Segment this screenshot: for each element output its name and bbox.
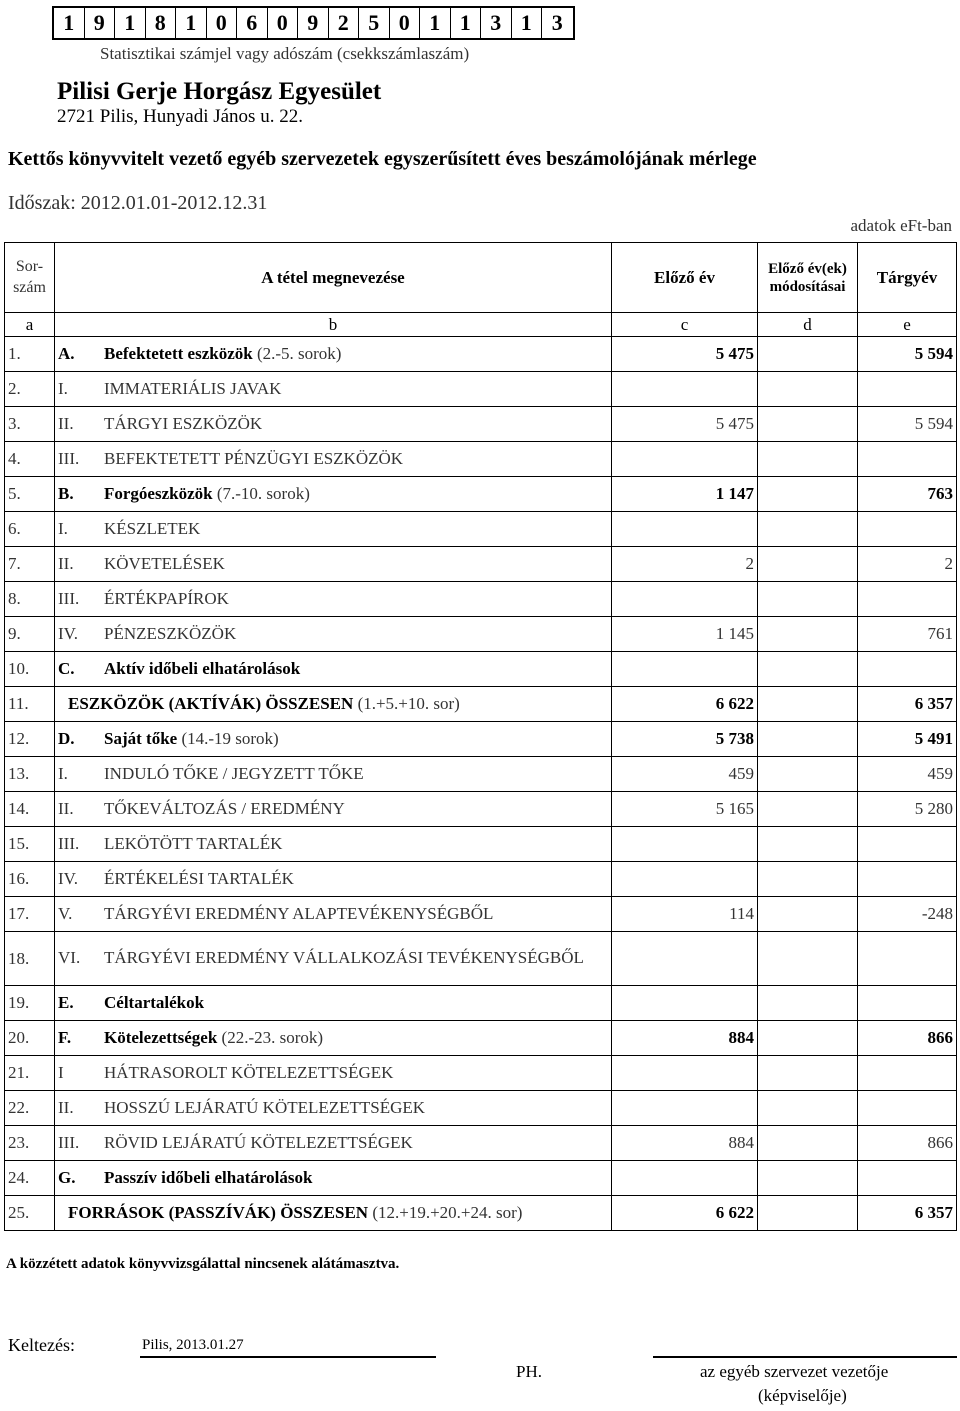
table-row — [5, 1161, 957, 1196]
tax-id-digit: 0 — [390, 8, 421, 38]
table-row — [5, 1091, 957, 1126]
modification-value — [758, 512, 858, 547]
row-label: ÉRTÉKELÉSI TARTALÉK — [104, 869, 294, 888]
row-number: 7. — [5, 547, 55, 582]
tax-id-digit: 3 — [481, 8, 512, 38]
tax-id-digit: 3 — [551, 10, 563, 35]
modification-value — [758, 1196, 858, 1231]
previous-year-value — [612, 1056, 758, 1091]
row-item — [55, 827, 612, 862]
tax-id-digit: 1 — [512, 8, 543, 38]
modification-value — [758, 897, 858, 932]
table-row — [5, 827, 957, 862]
row-label: Passzív időbeli elhatárolások — [104, 1168, 313, 1187]
row-label: TÁRGYÉVI EREDMÉNY VÁLLALKOZÁSI TEVÉKENYSÉGBŐL — [104, 948, 584, 968]
table-row — [5, 477, 957, 512]
row-label: Kötelezettségek — [104, 1028, 218, 1047]
row-item — [55, 932, 612, 986]
letter-a: a — [5, 313, 55, 337]
header-sorszam: Sor-szám — [5, 243, 55, 313]
row-code: I — [58, 1063, 64, 1082]
previous-year-value — [612, 1091, 758, 1126]
previous-year-value — [612, 372, 758, 407]
row-number: 8. — [5, 582, 55, 617]
row-number: 16. — [5, 862, 55, 897]
table-row — [5, 372, 957, 407]
row-item — [55, 652, 612, 687]
row-code: III. — [58, 834, 80, 853]
current-year-value: 459 — [858, 757, 957, 792]
row-item — [55, 582, 612, 617]
balance-sheet-table — [4, 242, 957, 1231]
row-number: 24. — [5, 1161, 55, 1196]
header-curr: Tárgyév — [858, 243, 957, 313]
row-number: 2. — [5, 372, 55, 407]
row-item — [55, 1091, 612, 1126]
tax-id-digit: 1 — [115, 8, 146, 38]
current-year-value — [858, 827, 957, 862]
row-label: FORRÁSOK (PASSZÍVÁK) ÖSSZESEN — [68, 1203, 369, 1222]
letter-b: b — [55, 313, 612, 337]
row-label: IMMATERIÁLIS JAVAK — [104, 379, 282, 398]
row-label: TÁRGYI ESZKÖZÖK — [104, 414, 263, 433]
row-code: II. — [58, 1098, 74, 1117]
row-code: C. — [58, 659, 75, 678]
row-number: 10. — [5, 652, 55, 687]
current-year-value — [858, 932, 957, 986]
row-number: 19. — [5, 986, 55, 1021]
row-number: 15. — [5, 827, 55, 862]
row-label-suffix: (14.-19 sorok) — [177, 729, 279, 748]
row-label: PÉNZESZKÖZÖK — [104, 624, 237, 643]
row-label: INDULÓ TŐKE / JEGYZETT TŐKE — [104, 764, 364, 783]
row-code: III. — [58, 1133, 80, 1152]
table-row — [5, 617, 957, 652]
current-year-value — [858, 442, 957, 477]
previous-year-value: 459 — [612, 757, 758, 792]
previous-year-value: 5 475 — [612, 337, 758, 372]
modification-value — [758, 442, 858, 477]
current-year-value — [858, 582, 957, 617]
row-number: 21. — [5, 1056, 55, 1091]
organization-name: Pilisi Gerje Horgász Egyesület — [57, 78, 382, 105]
table-row — [5, 932, 957, 986]
row-item — [55, 442, 612, 477]
tax-id-digit: 1 — [420, 8, 451, 38]
row-code: I. — [58, 379, 68, 398]
tax-id-digit: 9 — [298, 8, 329, 38]
row-code: II. — [58, 799, 74, 818]
row-code: A. — [58, 344, 75, 363]
current-year-value — [858, 986, 957, 1021]
organization-address: 2721 Pilis, Hunyadi János u. 22. — [57, 106, 303, 127]
modification-value — [758, 617, 858, 652]
table-row — [5, 1126, 957, 1161]
letter-d: d — [758, 313, 858, 337]
row-item — [55, 986, 612, 1021]
row-number: 22. — [5, 1091, 55, 1126]
current-year-value: 5 491 — [858, 722, 957, 757]
row-label: ESZKÖZÖK (AKTÍVÁK) ÖSSZESEN — [68, 694, 354, 713]
signer-title: az egyéb szervezet vezetője — [700, 1362, 889, 1381]
modification-value — [758, 1091, 858, 1126]
row-item — [55, 1056, 612, 1091]
row-code: I. — [58, 764, 68, 783]
table-row — [5, 652, 957, 687]
row-code: D. — [58, 729, 75, 748]
tax-id-digit: 6 — [237, 8, 268, 38]
previous-year-value: 1 145 — [612, 617, 758, 652]
tax-id-digit: 2 — [329, 8, 360, 38]
modification-value — [758, 1056, 858, 1091]
signature-line — [653, 1356, 957, 1358]
row-code: IV. — [58, 624, 78, 643]
row-code: II. — [58, 414, 74, 433]
tax-id-digit: 1 — [176, 8, 207, 38]
current-year-value: 866 — [858, 1021, 957, 1056]
row-label: TŐKEVÁLTOZÁS / EREDMÉNY — [104, 799, 345, 818]
period: Időszak: 2012.01.01-2012.12.31 — [8, 192, 268, 214]
tax-id-digit: 5 — [359, 8, 390, 38]
current-year-value — [858, 862, 957, 897]
row-item — [55, 757, 612, 792]
date-label: Keltezés: — [8, 1335, 75, 1355]
table-row — [5, 442, 957, 477]
tax-id-box — [52, 6, 575, 40]
current-year-value — [858, 512, 957, 547]
row-item — [55, 407, 612, 442]
current-year-value: 763 — [858, 477, 957, 512]
header-mod-label: Előző év(ek) módosításai — [768, 260, 847, 295]
row-label: ÉRTÉKPAPÍROK — [104, 589, 229, 608]
tax-id-digit: 1 — [54, 8, 85, 38]
column-letter-row — [5, 313, 957, 337]
row-label-suffix: (1.+5.+10. sor) — [353, 694, 460, 713]
row-item — [55, 617, 612, 652]
table-row — [5, 1056, 957, 1091]
row-label: KÉSZLETEK — [104, 519, 201, 538]
row-label-suffix: (2.-5. sorok) — [252, 344, 342, 363]
header-row — [5, 243, 957, 313]
modification-value — [758, 372, 858, 407]
current-year-value — [858, 1161, 957, 1196]
table-row — [5, 337, 957, 372]
tax-id-caption: Statisztikai számjel vagy adószám (csekkszámlaszám) — [100, 44, 470, 63]
row-code: V. — [58, 904, 73, 923]
row-label: Céltartalékok — [104, 993, 205, 1012]
row-number: 13. — [5, 757, 55, 792]
table-row — [5, 722, 957, 757]
row-number: 12. — [5, 722, 55, 757]
date-line — [140, 1356, 436, 1358]
tax-id-digit: 1 — [451, 8, 482, 38]
row-item — [55, 1196, 612, 1231]
row-label: BEFEKTETETT PÉNZÜGYI ESZKÖZÖK — [104, 449, 404, 468]
row-code: VI. — [58, 948, 81, 968]
modification-value — [758, 547, 858, 582]
table-row — [5, 407, 957, 442]
row-item — [55, 1161, 612, 1196]
row-item — [55, 687, 612, 722]
modification-value — [758, 337, 858, 372]
header-mod — [758, 243, 858, 313]
current-year-value: 5 594 — [858, 337, 957, 372]
tax-id-digit: 9 — [85, 8, 116, 38]
modification-value — [758, 407, 858, 442]
previous-year-value: 114 — [612, 897, 758, 932]
tax-id-digit: 0 — [268, 8, 299, 38]
row-item — [55, 897, 612, 932]
table-row — [5, 547, 957, 582]
row-item — [55, 862, 612, 897]
row-label: LEKÖTÖTT TARTALÉK — [104, 834, 283, 853]
table-row — [5, 1021, 957, 1056]
table-row — [5, 986, 957, 1021]
previous-year-value: 1 147 — [612, 477, 758, 512]
modification-value — [758, 687, 858, 722]
modification-value — [758, 722, 858, 757]
row-item — [55, 1126, 612, 1161]
row-number: 18. — [5, 932, 55, 986]
stamp-label: PH. — [516, 1362, 542, 1381]
previous-year-value — [612, 986, 758, 1021]
row-number: 17. — [5, 897, 55, 932]
previous-year-value — [612, 1161, 758, 1196]
header-prev: Előző év — [612, 243, 758, 313]
previous-year-value: 2 — [612, 547, 758, 582]
row-number: 6. — [5, 512, 55, 547]
table-row — [5, 897, 957, 932]
row-number: 20. — [5, 1021, 55, 1056]
date-value: Pilis, 2013.01.27 — [142, 1337, 244, 1353]
previous-year-value — [612, 652, 758, 687]
previous-year-value: 5 165 — [612, 792, 758, 827]
modification-value — [758, 1126, 858, 1161]
row-item — [55, 1021, 612, 1056]
row-code: F. — [58, 1028, 72, 1047]
table-row — [5, 512, 957, 547]
row-code: E. — [58, 993, 74, 1012]
row-label: Befektetett eszközök — [104, 344, 253, 363]
table-row — [5, 687, 957, 722]
row-code: III. — [58, 589, 80, 608]
current-year-value: 5 594 — [858, 407, 957, 442]
letter-e: e — [858, 313, 957, 337]
table-row — [5, 1196, 957, 1231]
row-code: II. — [58, 554, 74, 573]
row-label: Saját tőke — [104, 729, 178, 748]
current-year-value: 6 357 — [858, 687, 957, 722]
previous-year-value: 884 — [612, 1126, 758, 1161]
previous-year-value — [612, 512, 758, 547]
current-year-value: 5 280 — [858, 792, 957, 827]
current-year-value — [858, 1056, 957, 1091]
row-number: 23. — [5, 1126, 55, 1161]
row-label-suffix: (22.-23. sorok) — [217, 1028, 324, 1047]
row-label-suffix: (12.+19.+20.+24. sor) — [368, 1203, 523, 1222]
modification-value — [758, 792, 858, 827]
current-year-value: 761 — [858, 617, 957, 652]
modification-value — [758, 582, 858, 617]
row-number: 5. — [5, 477, 55, 512]
table-row — [5, 582, 957, 617]
current-year-value: 2 — [858, 547, 957, 582]
previous-year-value — [612, 442, 758, 477]
modification-value — [758, 932, 858, 986]
row-label: KÖVETELÉSEK — [104, 554, 225, 573]
row-item — [55, 337, 612, 372]
row-number: 25. — [5, 1196, 55, 1231]
row-item — [55, 512, 612, 547]
row-label: TÁRGYÉVI EREDMÉNY ALAPTEVÉKENYSÉGBŐL — [104, 904, 494, 923]
signer-subtitle: (képviselője) — [758, 1386, 847, 1405]
tax-id-digit: 0 — [207, 8, 238, 38]
table-row — [5, 757, 957, 792]
tax-id-digit: 8 — [146, 8, 177, 38]
row-number: 9. — [5, 617, 55, 652]
row-code: B. — [58, 484, 74, 503]
current-year-value: -248 — [858, 897, 957, 932]
row-code: G. — [58, 1168, 76, 1187]
table-row — [5, 792, 957, 827]
row-number: 4. — [5, 442, 55, 477]
previous-year-value: 6 622 — [612, 687, 758, 722]
row-label: Aktív időbeli elhatárolások — [104, 659, 301, 678]
row-number: 11. — [5, 687, 55, 722]
current-year-value: 866 — [858, 1126, 957, 1161]
modification-value — [758, 1021, 858, 1056]
previous-year-value: 6 622 — [612, 1196, 758, 1231]
row-number: 14. — [5, 792, 55, 827]
modification-value — [758, 1161, 858, 1196]
current-year-value: 6 357 — [858, 1196, 957, 1231]
row-label: HÁTRASOROLT KÖTELEZETTSÉGEK — [104, 1063, 394, 1082]
audit-note: A közzétett adatok könyvvizsgálattal nincsenek alátámasztva. — [6, 1256, 400, 1272]
row-item — [55, 372, 612, 407]
modification-value — [758, 862, 858, 897]
row-label-suffix: (7.-10. sorok) — [212, 484, 310, 503]
letter-c: c — [612, 313, 758, 337]
unit-label: adatok eFt-ban — [850, 216, 952, 235]
row-code: I. — [58, 519, 68, 538]
row-item — [55, 547, 612, 582]
modification-value — [758, 757, 858, 792]
previous-year-value — [612, 932, 758, 986]
modification-value — [758, 827, 858, 862]
previous-year-value — [612, 582, 758, 617]
row-number: 3. — [5, 407, 55, 442]
row-code: IV. — [58, 869, 78, 888]
current-year-value — [858, 652, 957, 687]
previous-year-value: 884 — [612, 1021, 758, 1056]
row-number: 1. — [5, 337, 55, 372]
header-name: A tétel megnevezése — [55, 243, 612, 313]
row-label: RÖVID LEJÁRATÚ KÖTELEZETTSÉGEK — [104, 1133, 413, 1152]
row-code: III. — [58, 449, 80, 468]
previous-year-value — [612, 827, 758, 862]
previous-year-value — [612, 862, 758, 897]
table-row — [5, 862, 957, 897]
modification-value — [758, 477, 858, 512]
current-year-value — [858, 372, 957, 407]
document-title: Kettős könyvvitelt vezető egyéb szervezetek egyszerűsített éves beszámolójának mérlege — [8, 148, 757, 170]
row-item — [55, 792, 612, 827]
row-item — [55, 722, 612, 757]
row-label: HOSSZÚ LEJÁRATÚ KÖTELEZETTSÉGEK — [104, 1098, 426, 1117]
current-year-value — [858, 1091, 957, 1126]
previous-year-value: 5 475 — [612, 407, 758, 442]
modification-value — [758, 986, 858, 1021]
row-item — [55, 477, 612, 512]
row-label: Forgóeszközök — [104, 484, 213, 503]
modification-value — [758, 652, 858, 687]
previous-year-value: 5 738 — [612, 722, 758, 757]
